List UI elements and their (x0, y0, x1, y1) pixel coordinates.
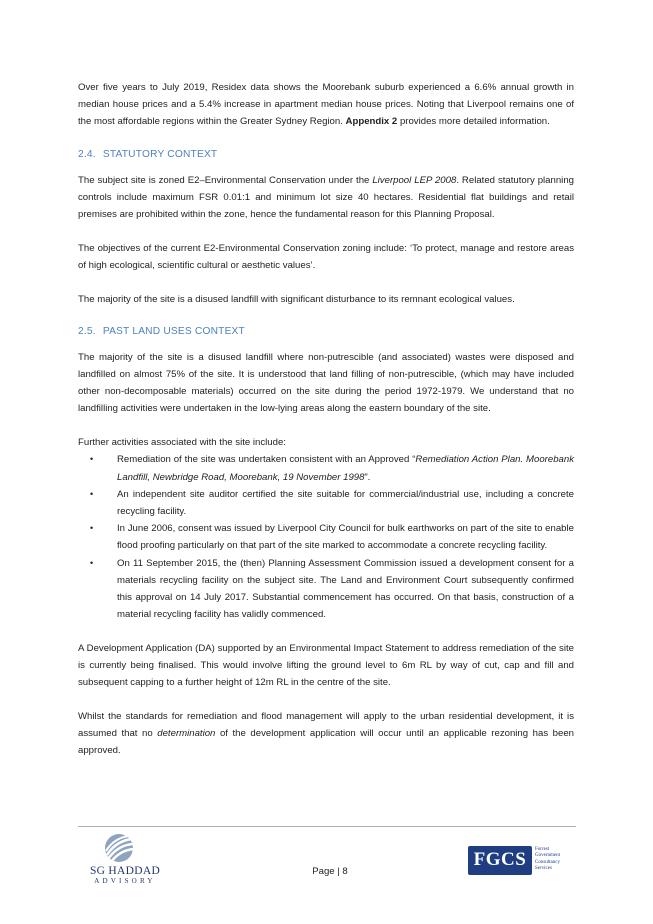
bullet-icon: • (90, 454, 94, 465)
list-item (78, 451, 574, 485)
paragraph-text: The subject site is zoned E2–Environmental Conservation under the (78, 174, 370, 186)
list-item-text: On 11 September 2015, the (then) Planning Assessment Commission issued a development consent for a materials recycling facility on the subject site. The Land and Environment Court subsequently confirmed this approval on 14 July 2017. Substantial commencement has occurred. On that basis, construction of a material recycling facility has validly commenced. (117, 557, 574, 621)
sg-haddad-logo (80, 833, 170, 893)
page-content (78, 79, 574, 760)
fgcs-full-name (535, 847, 575, 872)
list-item-text: Remediation of the site was undertaken consistent with an Approved “ (117, 454, 416, 466)
fgcs-line: Consultancy (535, 859, 560, 865)
land-use-paragraph-2: A Development Application (DA) supported by an Environmental Impact Statement to address remediation of the site is currently being finalised. This would involve lifting the ground level to 6m RL by way of cut, cap and fill and subsequent capping to a further height of 12m RL in the centre of the site. (78, 642, 574, 689)
intro-text: Over five years to July 2019, Residex data shows the Moorebank suburb experienced a 6.6% annual growth in median house prices and a 5.4% increase in apartment median house prices. Noting that Liverpool remains one of the most affordable regions within the Greater Sydney Region. (78, 82, 574, 128)
fgcs-logo (468, 846, 572, 876)
list-item (78, 555, 574, 624)
section-number: 2.5. (78, 325, 96, 337)
list-intro: Further activities associated with the site include: (78, 437, 286, 449)
land-use-paragraph-1: The majority of the site is a disused landfill where non-putrescible (and associated) wastes were disposed and landfilled on almost 75% of the site. It is understood that land filling of non-putrescible, (which may have included other non-decomposable materials) occurred on the site during the period 1972-1979. We understand that no landfilling activities were undertaken in the low-lying areas along the eastern boundary of the site. (78, 351, 574, 415)
list-item (78, 520, 574, 554)
section-number: 2.4. (78, 148, 96, 160)
bullet-icon: • (90, 488, 94, 499)
appendix-reference: Appendix 2 (345, 116, 398, 128)
sg-haddad-emblem-icon (102, 833, 136, 863)
fgcs-line: Services (535, 865, 552, 871)
intro-text-end: provides more detailed information. (399, 116, 550, 128)
fgcs-abbreviation: FGCS (473, 849, 527, 870)
lep-reference: Liverpool LEP 2008 (372, 174, 457, 186)
section-heading-statutory (78, 148, 574, 162)
section-heading-past-land-uses (78, 325, 574, 339)
list-item-text: In June 2006, consent was issued by Liverpool City Council for bulk earthworks on part of the site to enable flood proofing particularly on that part of the site marked to accommodate a concrete recycling facility. (117, 523, 574, 552)
emphasis-text: determination (157, 728, 216, 740)
paragraph-text: Whilst the standards for remediation and flood management will apply to the urban residential development, it is assumed that no (78, 710, 574, 740)
logo-name: SG HADDAD (89, 865, 161, 877)
section-title: PAST LAND USES CONTEXT (102, 325, 245, 337)
list-item (78, 486, 574, 520)
list-item-text: An independent site auditor certified the site suitable for commercial/industrial use, including a concrete recycling facility. (117, 488, 574, 517)
statutory-paragraph-1 (78, 172, 574, 224)
fgcs-line: Government (535, 853, 560, 859)
statutory-paragraph-2: The objectives of the current E2-Environmental Conservation zoning include: ‘To protect, manage and restore areas of high ecological, scientific cultural or aesthetic values’. (78, 242, 574, 271)
bullet-icon: • (90, 557, 94, 568)
land-use-paragraph-3 (78, 708, 574, 760)
statutory-paragraph-3: The majority of the site is a disused landfill with significant disturbance to its remnant ecological values. (78, 293, 515, 305)
fgcs-logo-icon (468, 846, 532, 875)
list-item-text: ”. (364, 471, 371, 483)
page-number: Page | 8 (312, 866, 348, 877)
paragraph-text: . Related statutory planning controls include maximum FSR 0.01:1 and minimum lot size 40 hectares. Residential flat buildings and retail premises are prohibited within the zone, hence the fundamental reason for this Planning Proposal. (78, 174, 574, 221)
section-title: STATUTORY CONTEXT (102, 148, 218, 160)
footer-divider (78, 826, 576, 827)
logo-subtitle: ADVISORY (94, 877, 156, 885)
intro-paragraph (78, 79, 574, 131)
activities-list (78, 451, 574, 623)
rap-reference: Remediation Action Plan. Moorebank Landfill, Newbridge Road, Moorebank, 19 November 1998 (117, 454, 575, 483)
paragraph-text: of the development application will occur until an applicable rezoning has been approved. (78, 728, 575, 757)
bullet-icon: • (90, 523, 94, 534)
fgcs-line: Forrest (535, 847, 550, 852)
